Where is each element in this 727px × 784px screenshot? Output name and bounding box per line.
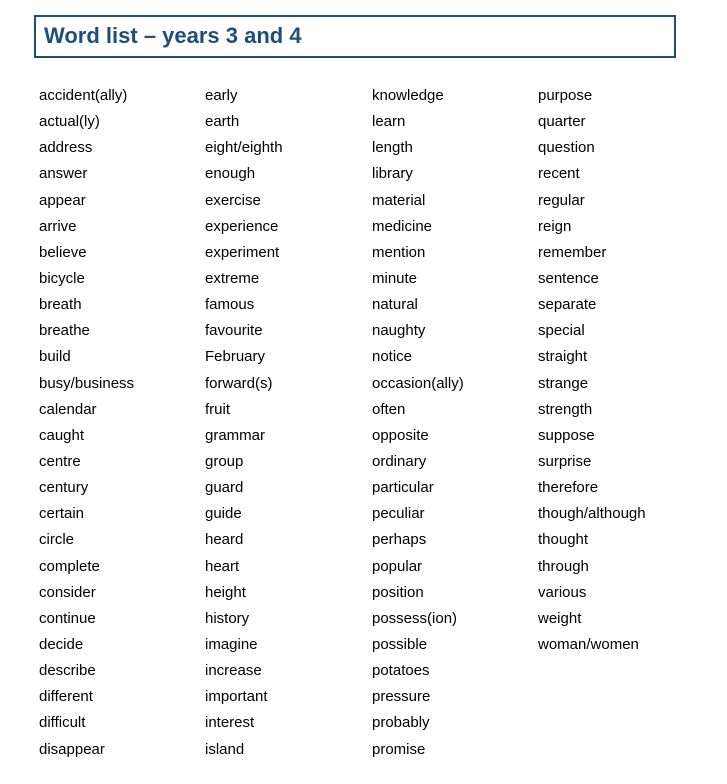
word-item: century [39, 479, 89, 497]
word-item: enough [205, 165, 256, 183]
word-item: eight/eighth [205, 139, 283, 157]
word-item: occasion(ally) [372, 374, 464, 392]
word-item: group [205, 452, 244, 470]
word-item: forward(s) [205, 374, 273, 392]
word-item: regular [538, 191, 585, 209]
word-item: library [372, 165, 413, 183]
word-item: breath [39, 296, 82, 314]
word-item: actual(ly) [39, 113, 100, 131]
word-item: peculiar [372, 505, 425, 523]
word-item: complete [39, 557, 100, 575]
word-item: thought [538, 531, 589, 549]
word-item: ordinary [372, 452, 427, 470]
word-item: early [205, 87, 238, 104]
word-item: woman/women [538, 635, 639, 653]
word-item: medicine [372, 217, 433, 235]
word-item: remember [538, 243, 607, 261]
word-item: weight [538, 609, 582, 627]
word-item: busy/business [39, 374, 135, 392]
word-item: knowledge [372, 87, 444, 104]
word-item: though/although [538, 505, 646, 523]
word-item: accident(ally) [39, 87, 128, 104]
word-item: perhaps [372, 531, 427, 549]
word-item: continue [39, 609, 96, 627]
word-item: straight [538, 348, 588, 366]
word-item: interest [205, 714, 255, 732]
word-item: pressure [372, 688, 431, 706]
word-item: exercise [205, 191, 261, 209]
word-item: experience [205, 217, 279, 235]
word-item: disappear [39, 740, 105, 758]
word-item: bicycle [39, 269, 85, 287]
word-item: material [372, 191, 426, 209]
word-item: describe [39, 662, 96, 680]
word-item: arrive [39, 217, 77, 235]
word-item: breathe [39, 322, 90, 340]
word-item: various [538, 583, 587, 601]
word-item: heard [205, 531, 244, 549]
word-item: history [205, 609, 250, 627]
word-item: popular [372, 557, 423, 575]
word-item: position [372, 583, 424, 601]
word-item: imagine [205, 635, 258, 653]
word-item: sentence [538, 269, 599, 287]
word-item: island [205, 740, 245, 758]
word-item: circle [39, 531, 75, 549]
word-item: recent [538, 165, 580, 183]
word-item: famous [205, 296, 255, 314]
word-item: February [205, 348, 266, 366]
word-item: height [205, 583, 246, 601]
word-item: reign [538, 217, 572, 235]
word-item: mention [372, 243, 426, 261]
word-item: probably [372, 714, 430, 732]
word-column-4 [538, 83, 646, 658]
word-item: strength [538, 400, 593, 418]
word-item: suppose [538, 426, 595, 444]
word-item: centre [39, 452, 81, 470]
word-item: appear [39, 191, 86, 209]
word-item: address [39, 139, 93, 157]
word-item: possible [372, 635, 428, 653]
word-item: different [39, 688, 93, 706]
word-item: caught [39, 426, 85, 444]
word-item: favourite [205, 322, 263, 340]
word-item: purpose [538, 87, 593, 104]
word-item: certain [39, 505, 85, 523]
word-item: special [538, 322, 585, 340]
word-item: experiment [205, 243, 280, 261]
word-item: naughty [372, 322, 426, 340]
word-item: believe [39, 243, 87, 261]
word-item: promise [372, 740, 426, 758]
word-item: often [372, 400, 406, 418]
word-item: earth [205, 113, 240, 131]
page-title: Word list – years 3 and 4 [44, 23, 302, 48]
word-item: consider [39, 583, 96, 601]
word-item: build [39, 348, 71, 366]
word-item: length [372, 139, 413, 157]
word-item: guide [205, 505, 242, 523]
word-item: grammar [205, 426, 266, 444]
word-item: through [538, 557, 589, 575]
word-item: question [538, 139, 595, 157]
word-item: decide [39, 635, 84, 653]
word-item: therefore [538, 479, 599, 497]
word-item: separate [538, 296, 597, 314]
word-item: important [205, 688, 268, 706]
word-item: calendar [39, 400, 97, 418]
word-item: minute [372, 269, 418, 287]
word-item: extreme [205, 269, 260, 287]
word-item: particular [372, 479, 434, 497]
title-box [34, 15, 676, 58]
word-item: increase [205, 662, 262, 680]
word-item: quarter [538, 113, 586, 131]
word-item: opposite [372, 426, 429, 444]
word-item: strange [538, 374, 589, 392]
word-item: possess(ion) [372, 609, 458, 627]
word-item: surprise [538, 452, 592, 470]
word-column-3 [372, 83, 464, 763]
word-item: fruit [205, 400, 231, 418]
word-item: heart [205, 557, 240, 575]
word-column-1 [39, 83, 134, 763]
word-item: difficult [39, 714, 86, 732]
word-column-2 [205, 83, 283, 763]
word-item: learn [372, 113, 406, 131]
word-item: notice [372, 348, 413, 366]
word-item: natural [372, 296, 418, 314]
word-item: guard [205, 479, 244, 497]
word-item: answer [39, 165, 88, 183]
word-item: potatoes [372, 662, 430, 680]
